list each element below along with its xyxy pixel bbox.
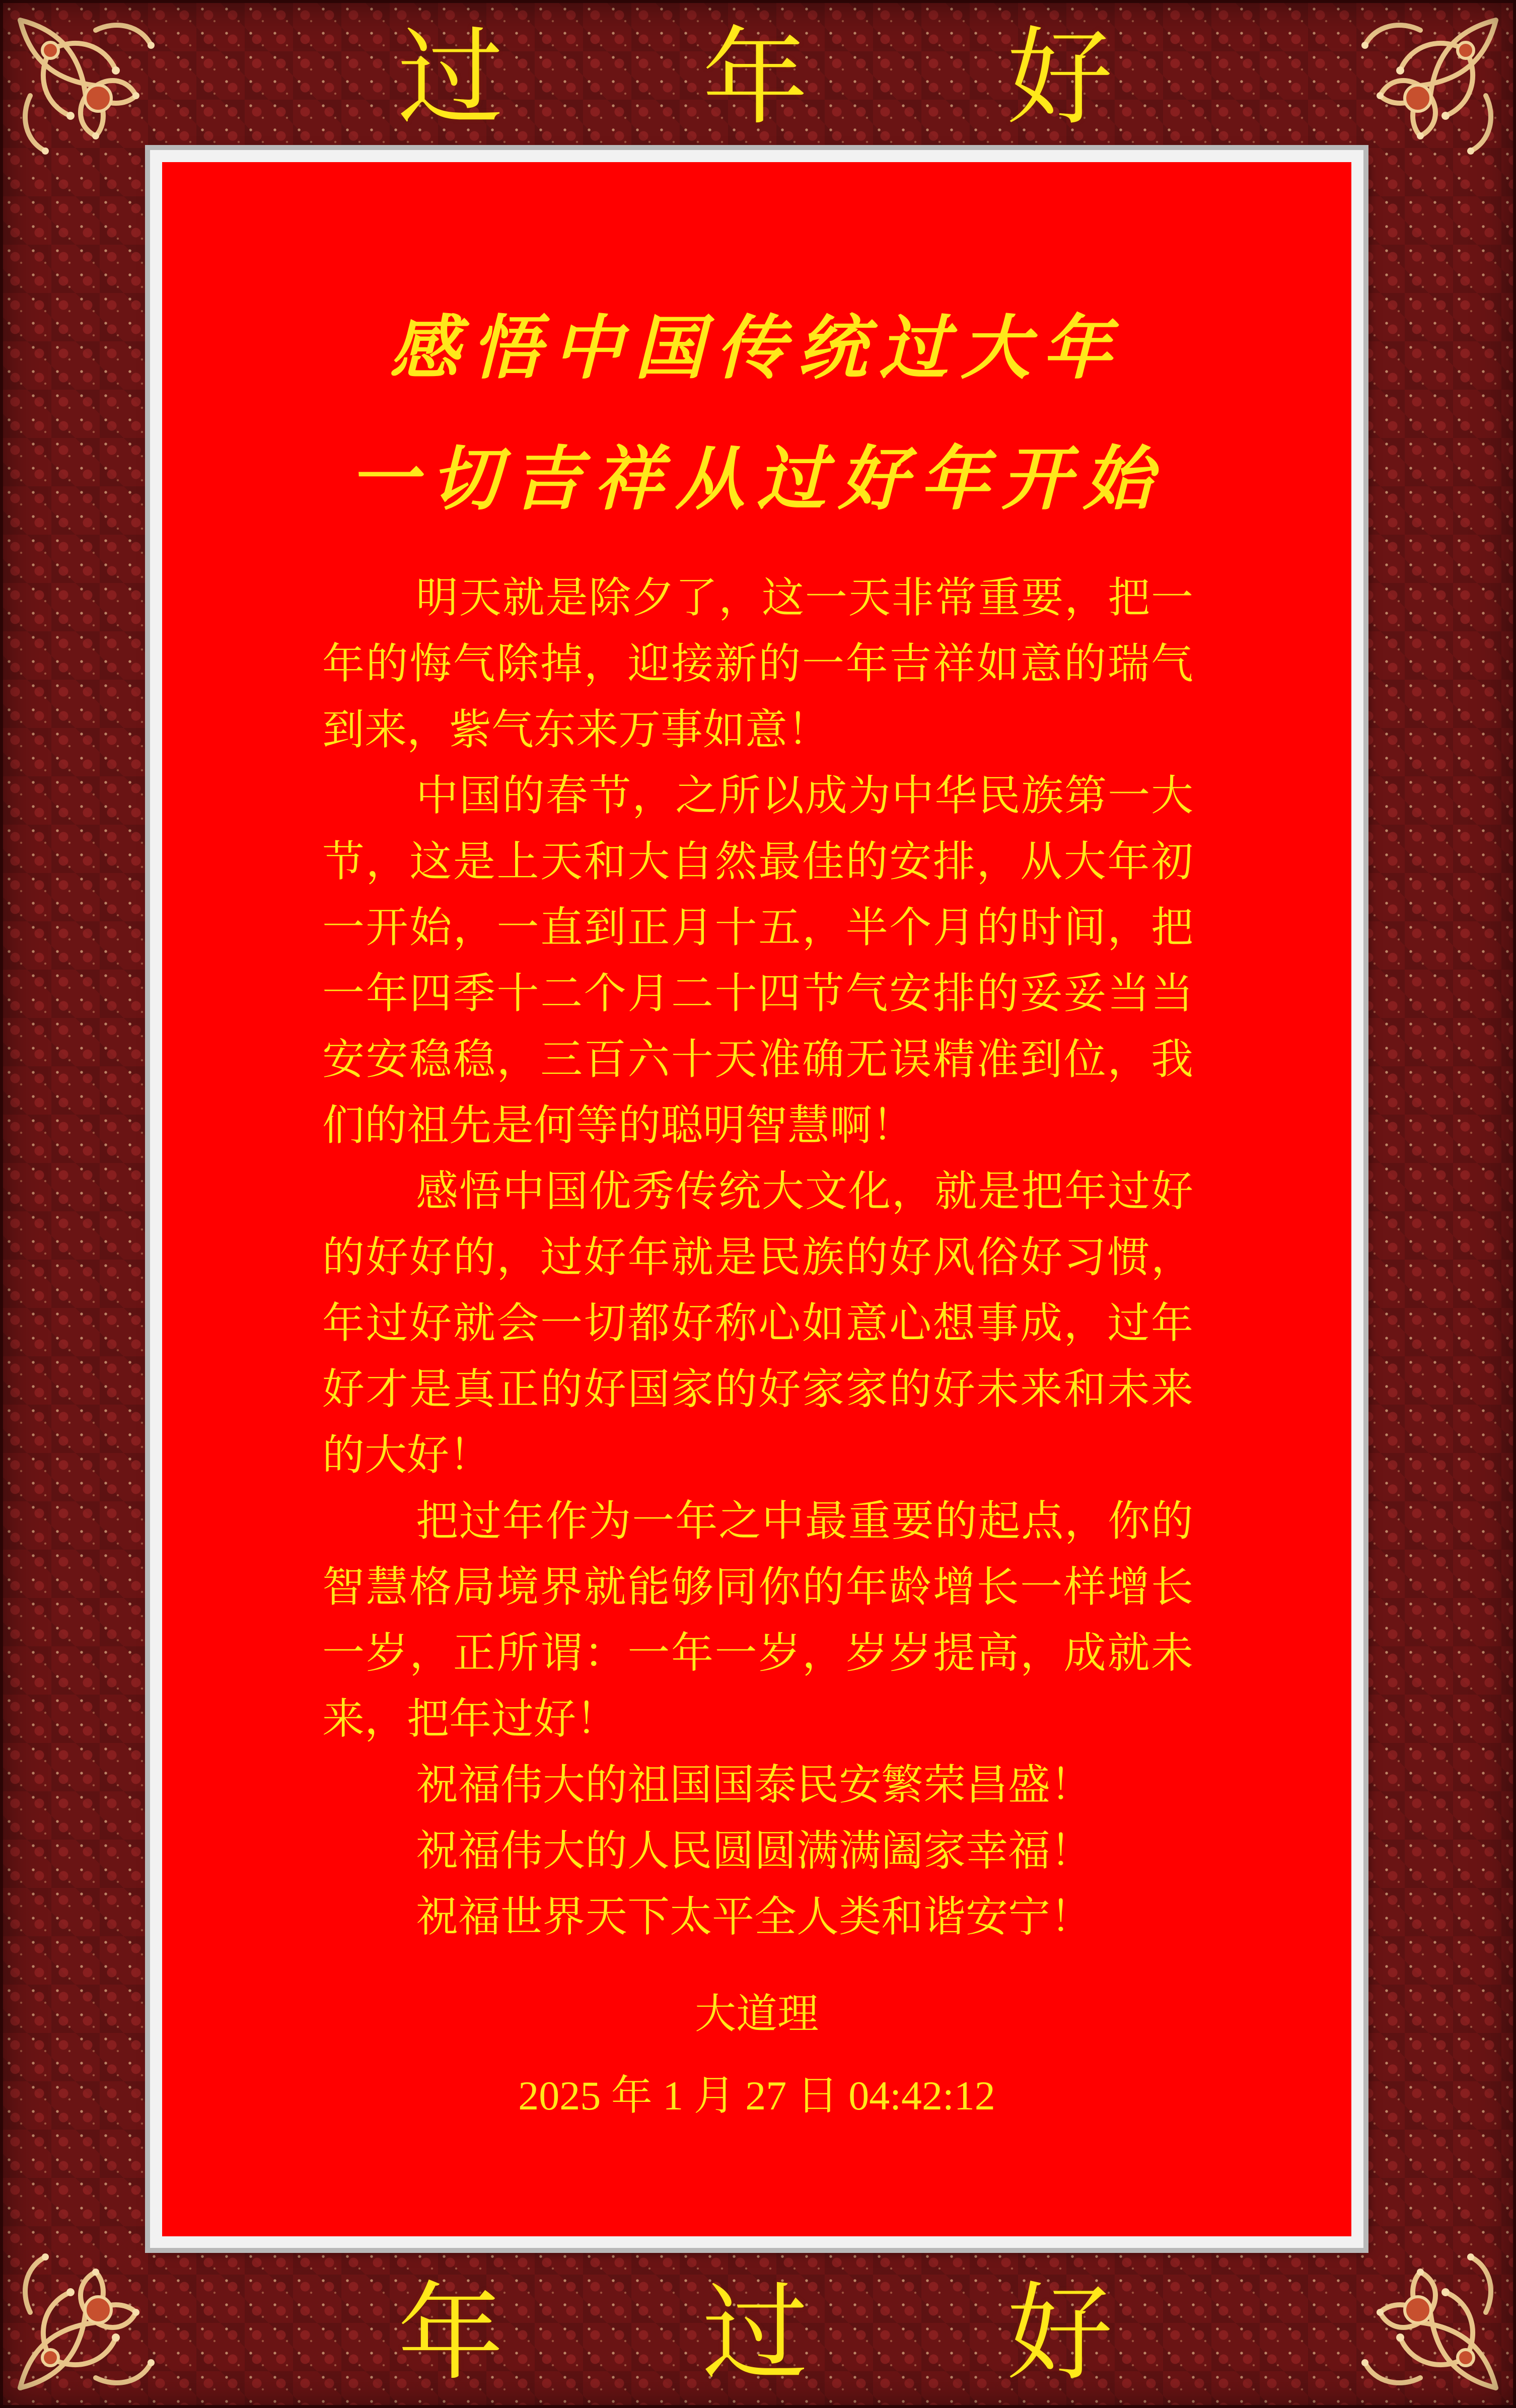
post-date: 2025 年 1 月 27 日 04:42:12: [518, 2073, 995, 2119]
paragraph: 明天就是除夕了，这一天非常重要，把一年的悔气除掉，迎接新的一年吉祥如意的瑞气到来，紫气东来万事如意！: [322, 573, 1193, 754]
banner-bottom-char: 年: [397, 2272, 503, 2395]
banner-top-char: 好: [1006, 16, 1113, 139]
banner-bottom-char: 好: [1006, 2272, 1113, 2395]
fleur-de-lis-ornament-icon: [1350, 0, 1516, 166]
paragraph: 中国的春节，之所以成为中华民族第一大节，这是上天和大自然最佳的安排，从大年初一开始，一直到正月十五，半个月的时间，把一年四季十二个月二十四节气安排的妥妥当当安安稳稳，三百六十天准确无误精准到位，我们的祖先是何等的聪明智慧啊！: [322, 771, 1193, 1150]
fleur-de-lis-ornament-icon: [0, 2242, 166, 2408]
fleur-de-lis-ornament-icon: [1350, 2242, 1516, 2408]
paragraph: 把过年作为一年之中最重要的起点，你的智慧格局境界就能够同你的年龄增长一样增长一岁，正所谓：一年一岁，岁岁提高，成就未来，把年过好！: [322, 1496, 1193, 1743]
blessing-line: 祝福世界天下太平全人类和谐安宁！: [416, 1892, 1093, 1941]
title-line-1: 感悟中国传统过大年: [389, 307, 1124, 389]
author-signature: 大道理: [694, 1991, 819, 2037]
title-line-2: 一切吉祥从过好年开始: [348, 437, 1165, 520]
paragraph: 感悟中国优秀传统大文化，就是把年过好的好好的，过好年就是民族的好风俗好习惯，年过好就会一切都好称心如意心想事成，过年好才是真正的好国家的好家家的好未来和未来的大好！: [322, 1166, 1193, 1480]
article-body: [322, 565, 1193, 1950]
banner-top-char: 过: [397, 16, 503, 139]
blessing-line: 祝福伟大的人民圆圆满满阖家幸福！: [416, 1826, 1093, 1875]
banner-bottom-char: 过: [702, 2272, 808, 2395]
fleur-de-lis-ornament-icon: [0, 0, 166, 166]
banner-top-char: 年: [702, 16, 808, 139]
content-panel: [162, 162, 1351, 2236]
blessing-line: 祝福伟大的祖国国泰民安繁荣昌盛！: [416, 1760, 1093, 1809]
